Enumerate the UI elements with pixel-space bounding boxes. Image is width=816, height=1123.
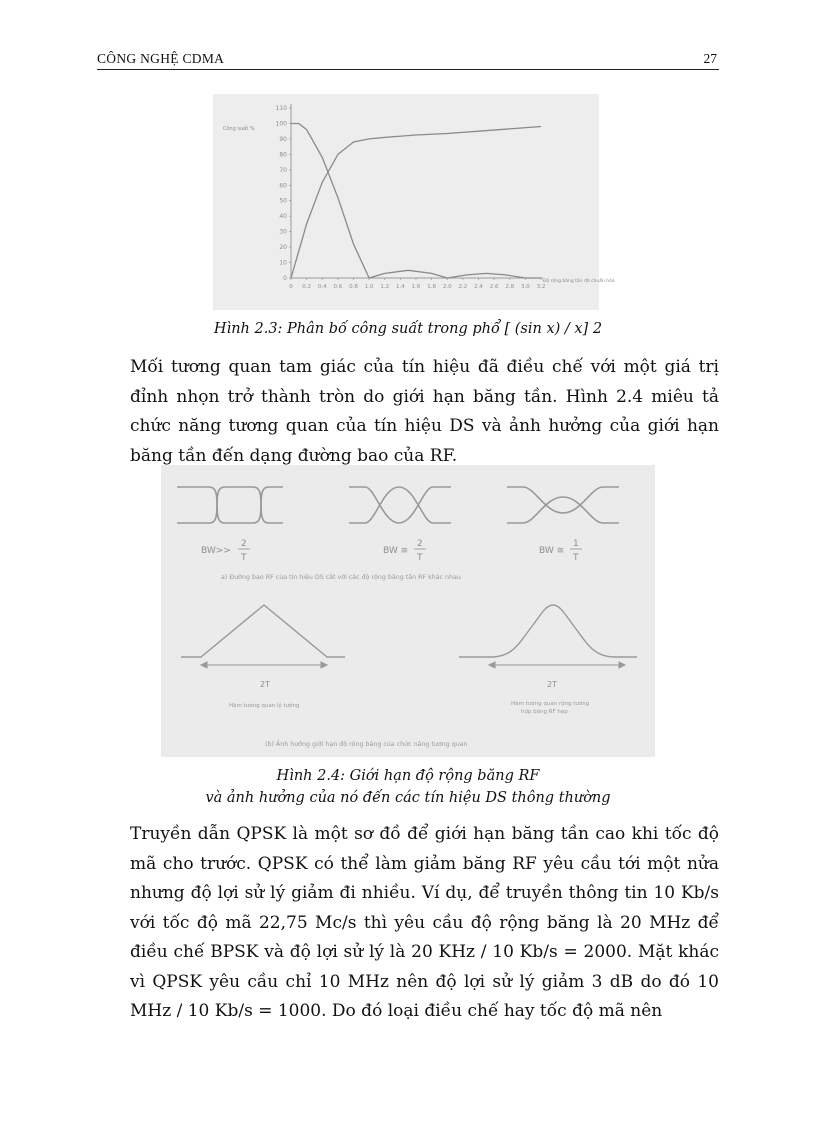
power-spectrum-line xyxy=(291,124,541,279)
x-tick-label: 0 xyxy=(289,284,293,290)
limited-correlation-curve xyxy=(459,605,637,657)
y-tick-label: 10 xyxy=(279,259,287,267)
x-tick-label: 3.0 xyxy=(521,284,530,290)
bw-label-1-prefix: BW>> xyxy=(201,546,231,556)
x-tick-label: 1.4 xyxy=(396,284,405,290)
bw-label-2 xyxy=(383,539,426,563)
running-header-title: CÔNG NGHỆ CDMA xyxy=(97,51,225,66)
x-tick-label: 3.2 xyxy=(536,284,546,290)
y-tick-label: 60 xyxy=(279,182,287,190)
figure-2-4-caption-line-2: và ảnh hưởng của nó đến các tín hiệu DS thông thường xyxy=(205,790,611,806)
envelope-2-lower xyxy=(349,487,451,523)
envelope-medium-band xyxy=(349,487,451,523)
bw-label-2-prefix: BW ≅ xyxy=(383,546,409,556)
y-tick-label: 20 xyxy=(279,244,287,252)
bw-label-1 xyxy=(201,539,250,563)
x-tick-label: 2.4 xyxy=(474,284,483,290)
cumulative-power-line xyxy=(291,127,541,279)
limited-correlation xyxy=(459,605,637,657)
envelope-3-upper xyxy=(507,487,619,513)
x-tick-label: 2.8 xyxy=(505,284,515,290)
envelope-narrow-band xyxy=(507,487,619,523)
x-axis-label: Độ rộng băng tần đã chuẩn hóa xyxy=(543,279,615,284)
page-number: 27 xyxy=(703,51,717,66)
figure-2-4-caption-line-1: Hình 2.4: Giới hạn độ rộng băng RF xyxy=(276,768,540,784)
span-right-arrow-b xyxy=(619,662,625,668)
rf-bandwidth-diagram xyxy=(161,465,655,757)
bw-label-2-denominator: T xyxy=(417,553,423,563)
bw-label-3-numerator: 1 xyxy=(573,539,579,549)
y-tick-label: 30 xyxy=(279,228,287,236)
x-tick-label: 2.2 xyxy=(458,284,468,290)
bw-label-1-numerator: 2 xyxy=(241,539,247,549)
envelope-2-upper xyxy=(349,487,451,523)
envelope-1-lower xyxy=(177,487,283,523)
ideal-correlation-span xyxy=(201,662,327,668)
span-left-arrow-a xyxy=(201,662,207,668)
label-2t-left: 2T xyxy=(260,680,270,689)
envelope-wide-band xyxy=(177,487,283,523)
limited-correlation-span xyxy=(489,662,625,668)
span-left-arrow-b xyxy=(321,662,327,668)
x-tick-label: 1.8 xyxy=(427,284,436,290)
running-header xyxy=(97,49,719,70)
y-tick-label: 90 xyxy=(279,135,287,143)
bw-label-3-prefix: BW ≅ xyxy=(539,546,565,556)
ideal-correlation-curve xyxy=(181,605,345,657)
x-tick-label: 0.2 xyxy=(302,284,311,290)
bw-label-2-numerator: 2 xyxy=(417,539,423,549)
x-tick-label: 2.6 xyxy=(489,284,499,290)
bw-label-1-denominator: T xyxy=(241,553,247,563)
x-tick-label: 1.6 xyxy=(411,284,421,290)
subcaption-a: a) Đường bao RF của tín hiệu DS cắt với các độ rộng băng tần RF khác nhau xyxy=(221,574,461,581)
x-tick-label: 0.6 xyxy=(333,284,343,290)
chart-axes xyxy=(291,104,543,278)
x-tick-labels xyxy=(289,278,545,290)
y-tick-labels xyxy=(276,105,291,282)
subcaption-b: (b) Ảnh hưởng giới hạn độ rộng băng của chức năng tương quan xyxy=(265,741,468,748)
figure-2-4 xyxy=(161,465,655,757)
figure-2-3-caption: Hình 2.3: Phân bố công suất trong phổ [ (sin x) / x] 2 xyxy=(213,321,603,337)
body-paragraph-2: Truyền dẫn QPSK là một sơ đồ để giới hạn băng tần cao khi tốc độ mã cho trước. QPSK có thể làm giảm băng RF yêu cầu tới một nửa nhưng độ lợi sử lý giảm đi nhiều. Ví dụ, để truyền thông tin 10 Kb/s với tốc độ mã 22,75 Mc/s thì yêu cầu độ rộng băng là 20 MHz để điều chế BPSK và độ lợi sử lý là 20 KHz / 10 Kb/s = 2000. Mặt khác vì QPSK yêu cầu chỉ 10 MHz nên độ lợi sử lý giảm 3 dB do đó 10 MHz / 10 Kb/s = 1000. Do đó loại điều chế hay tốc độ mã nên xyxy=(130,824,719,1021)
chart-series xyxy=(291,124,541,279)
label-2t-right: 2T xyxy=(547,680,557,689)
label-limited-correlation-1: Hàm tương quan rộng tương xyxy=(511,701,590,707)
y-axis-label: Công suất % xyxy=(223,126,255,132)
ideal-correlation xyxy=(181,605,345,657)
x-tick-label: 1.2 xyxy=(380,284,390,290)
label-limited-correlation-2: hợp băng RF hẹp xyxy=(521,709,568,715)
x-tick-label: 2.0 xyxy=(442,284,452,290)
y-tick-label: 70 xyxy=(279,166,287,174)
bw-label-3 xyxy=(539,539,582,563)
y-tick-label: 80 xyxy=(279,151,287,159)
envelope-1-upper xyxy=(177,487,283,523)
x-tick-label: 1.0 xyxy=(364,284,374,290)
body-paragraph-1: Mối tương quan tam giác của tín hiệu đã điều chế với một giá trị đỉnh nhọn trở thành tròn do giới hạn băng tần. Hình 2.4 miêu tả chức năng tương quan của tín hiệu DS và ảnh hưởng của giới hạn băng tần đến dạng đường bao của RF. xyxy=(130,357,719,466)
y-tick-label: 100 xyxy=(275,120,287,128)
y-tick-label: 40 xyxy=(279,213,287,221)
y-tick-label: 0 xyxy=(283,275,287,282)
envelope-3-lower xyxy=(507,497,619,523)
x-tick-label: 0.8 xyxy=(349,284,358,290)
y-tick-label: 110 xyxy=(275,105,287,112)
label-ideal-correlation: Hàm tương quan lý tưởng xyxy=(229,703,300,709)
y-tick-label: 50 xyxy=(279,197,287,205)
figure-2-3 xyxy=(213,94,615,310)
span-right-arrow-a xyxy=(489,662,495,668)
power-distribution-chart xyxy=(213,94,615,310)
x-tick-label: 0.4 xyxy=(317,284,327,290)
bw-label-3-denominator: T xyxy=(573,553,579,563)
